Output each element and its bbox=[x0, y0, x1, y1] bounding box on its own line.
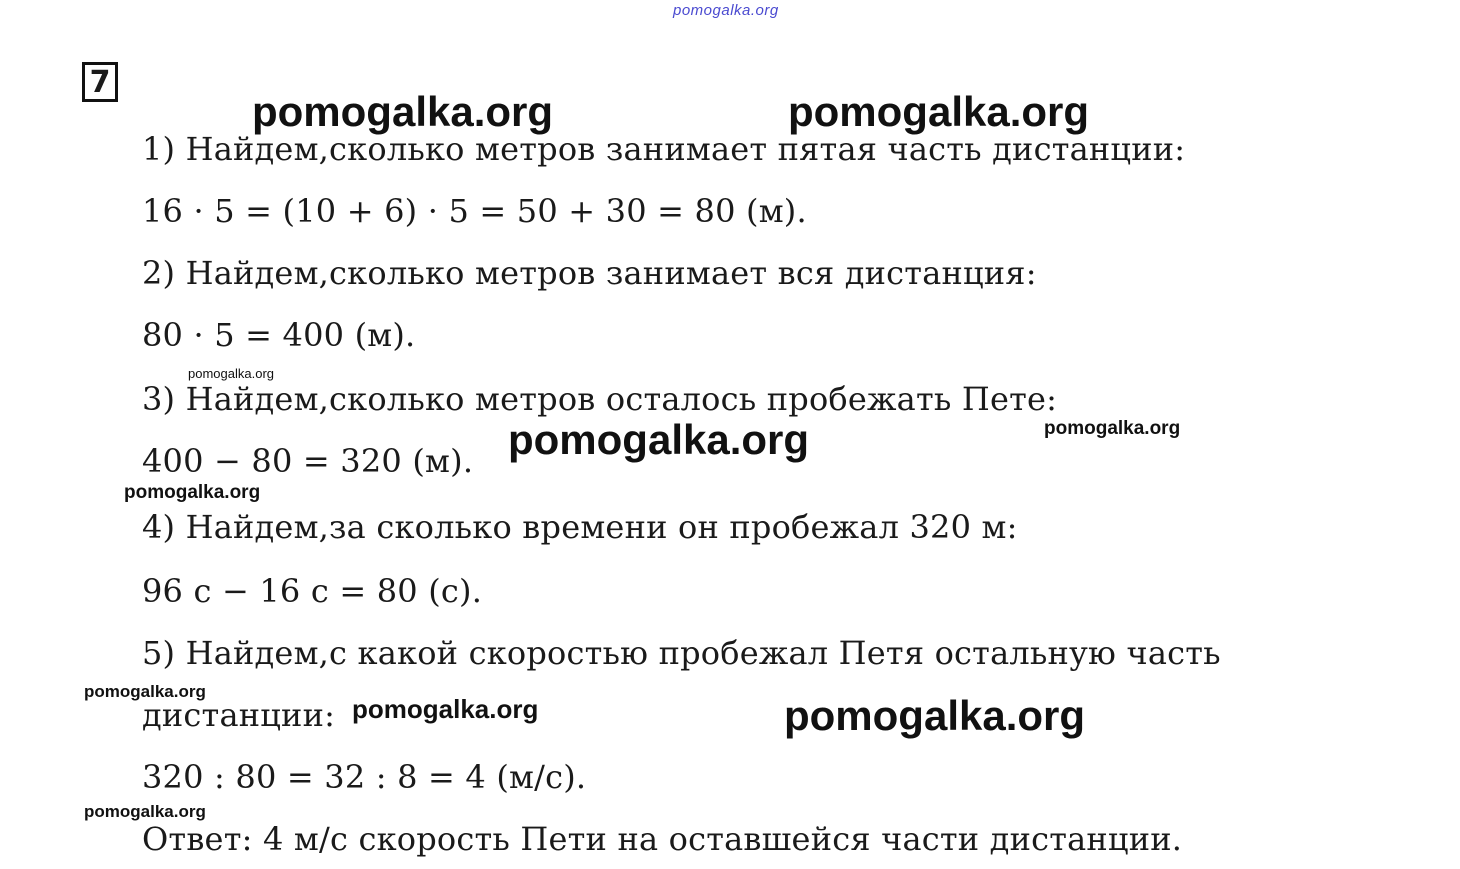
solution-step-3: 3) Найдем,сколько метров осталось пробежать Пете: bbox=[142, 380, 1058, 418]
watermark-small: pomogalka.org bbox=[1044, 418, 1181, 439]
solution-step-5: 5) Найдем,с какой скоростью пробежал Петя остальную часть bbox=[142, 634, 1221, 672]
solution-step-1: 1) Найдем,сколько метров занимает пятая часть дистанции: bbox=[142, 130, 1186, 168]
solution-calc-4: 96 с − 16 с = 80 (с). bbox=[142, 572, 483, 610]
solution-calc-2: 80 · 5 = 400 (м). bbox=[142, 316, 416, 354]
watermark-tiny: pomogalka.org bbox=[188, 366, 274, 381]
watermark-small: pomogalka.org bbox=[84, 682, 206, 701]
watermark-large: pomogalka.org bbox=[252, 88, 554, 135]
watermark-large: pomogalka.org bbox=[788, 88, 1090, 135]
solution-calc-3: 400 − 80 = 320 (м). bbox=[142, 442, 474, 480]
solution-answer: Ответ: 4 м/с скорость Пети на оставшейся части дистанции. bbox=[142, 820, 1183, 858]
watermark-top: pomogalka.org bbox=[673, 2, 779, 19]
watermark-medium: pomogalka.org bbox=[352, 694, 539, 724]
watermark-small: pomogalka.org bbox=[124, 482, 261, 503]
watermark-small: pomogalka.org bbox=[84, 802, 206, 821]
solution-step-4: 4) Найдем,за сколько времени он пробежал 320 м: bbox=[142, 508, 1018, 546]
solution-step-2: 2) Найдем,сколько метров занимает вся дистанция: bbox=[142, 254, 1037, 292]
solution-step-5-cont: дистанции: bbox=[142, 696, 336, 734]
task-number-box: 7 bbox=[82, 62, 118, 102]
watermark-large: pomogalka.org bbox=[784, 692, 1086, 739]
watermark-large: pomogalka.org bbox=[508, 416, 810, 463]
solution-calc-1: 16 · 5 = (10 + 6) · 5 = 50 + 30 = 80 (м). bbox=[142, 192, 807, 230]
solution-calc-5: 320 : 80 = 32 : 8 = 4 (м/с). bbox=[142, 758, 587, 796]
